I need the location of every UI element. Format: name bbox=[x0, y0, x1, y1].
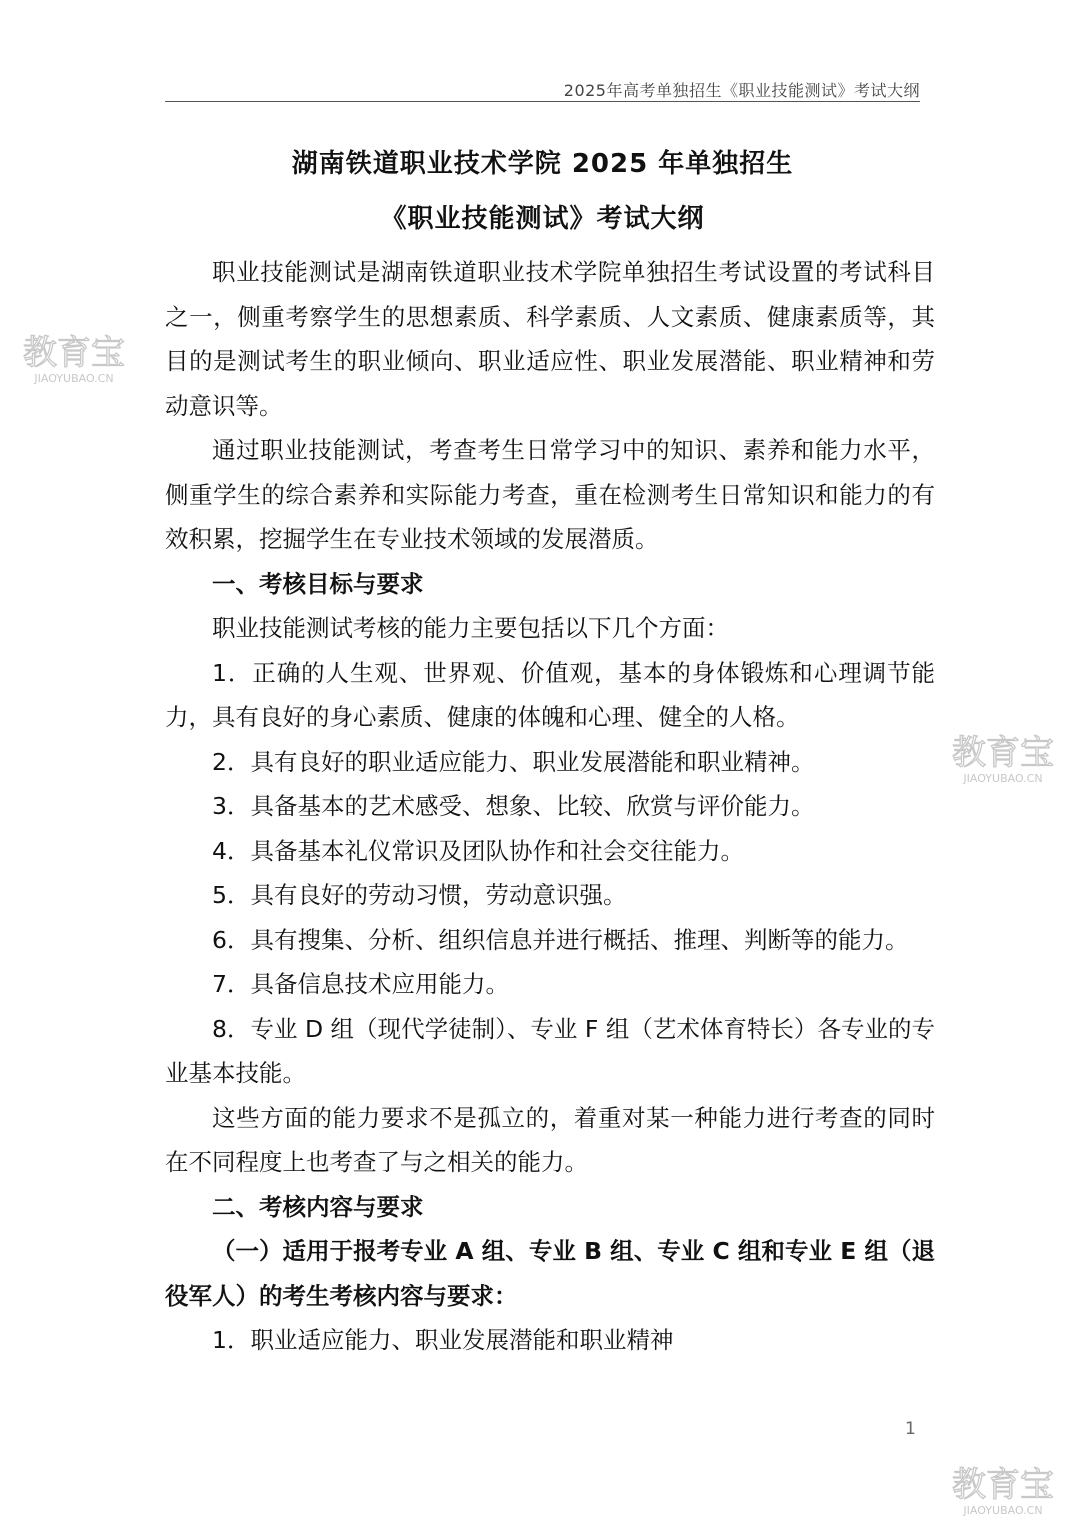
subsection-heading: （一）适用于报考专业 A 组、专业 B 组、专业 C 组和专业 E 组（退役军人）的考生考核内容与要求： bbox=[165, 1237, 935, 1310]
watermark-logo-text: 教育宝 bbox=[952, 1465, 1054, 1505]
list-item: 1．正确的人生观、世界观、价值观，基本的身体锻炼和心理调节能力，具有良好的身心素质、健康的体魄和心理、健全的人格。 bbox=[165, 658, 935, 731]
body-paragraph: 职业技能测试考核的能力主要包括以下几个方面： bbox=[212, 614, 729, 642]
header-rule bbox=[165, 101, 920, 102]
list-item: 1．职业适应能力、职业发展潜能和职业精神 bbox=[212, 1326, 674, 1354]
list-item: 2．具有良好的职业适应能力、职业发展潜能和职业精神。 bbox=[212, 747, 815, 776]
watermark-logo bbox=[943, 1458, 1063, 1522]
list-item: 8．专业 D 组（现代学徒制）、专业 F 组（艺术体育特长）各专业的专业基本技能。 bbox=[165, 1014, 935, 1087]
watermark-domain-text: JIAOYUBAO.CN bbox=[34, 372, 114, 385]
document-title-line-1: 湖南铁道职业技术学院 2025 年单独招生 bbox=[291, 149, 794, 179]
watermark-domain-text: JIAOYUBAO.CN bbox=[963, 772, 1043, 785]
section-heading: 二、考核内容与要求 bbox=[212, 1192, 424, 1221]
list-item: 6．具有搜集、分析、组织信息并进行概括、推理、判断等的能力。 bbox=[212, 925, 909, 954]
section-heading: 一、考核目标与要求 bbox=[212, 569, 424, 598]
list-item: 3．具备基本的艺术感受、想象、比较、欣赏与评价能力。 bbox=[212, 792, 815, 820]
watermark-logo-text: 教育宝 bbox=[23, 333, 125, 373]
intro-paragraph: 通过职业技能测试，考查考生日常学习中的知识、素养和能力水平，侧重学生的综合素养和实际能力考查，重在检测考生日常知识和能力的有效积累，挖掘学生在专业技术领域的发展潜质。 bbox=[165, 436, 935, 553]
watermark-domain-text: JIAOYUBAO.CN bbox=[963, 1504, 1043, 1517]
list-item: 4．具备基本礼仪常识及团队协作和社会交往能力。 bbox=[212, 836, 744, 865]
list-item: 5．具有良好的劳动习惯，劳动意识强。 bbox=[212, 881, 627, 909]
document-body bbox=[165, 250, 935, 1363]
intro-paragraph: 职业技能测试是湖南铁道职业技术学院单独招生考试设置的考试科目之一，侧重考察学生的思想素质、科学素质、人文素质、健康素质等，其目的是测试考生的职业倾向、职业适应性、职业发展潜能、职业精神和劳动意识等。 bbox=[165, 258, 935, 420]
page-number: 1 bbox=[905, 1419, 916, 1439]
watermark-logo-text: 教育宝 bbox=[952, 733, 1054, 773]
running-header: 2025年高考单独招生《职业技能测试》考试大纲 bbox=[563, 81, 920, 100]
watermark-logo bbox=[943, 726, 1063, 790]
document-title-line-2: 《职业技能测试》考试大纲 bbox=[380, 204, 705, 234]
body-paragraph: 这些方面的能力要求不是孤立的，着重对某一种能力进行考查的同时在不同程度上也考查了与之相关的能力。 bbox=[165, 1103, 935, 1176]
watermark-logo bbox=[14, 326, 134, 390]
list-item: 7．具备信息技术应用能力。 bbox=[212, 970, 509, 998]
